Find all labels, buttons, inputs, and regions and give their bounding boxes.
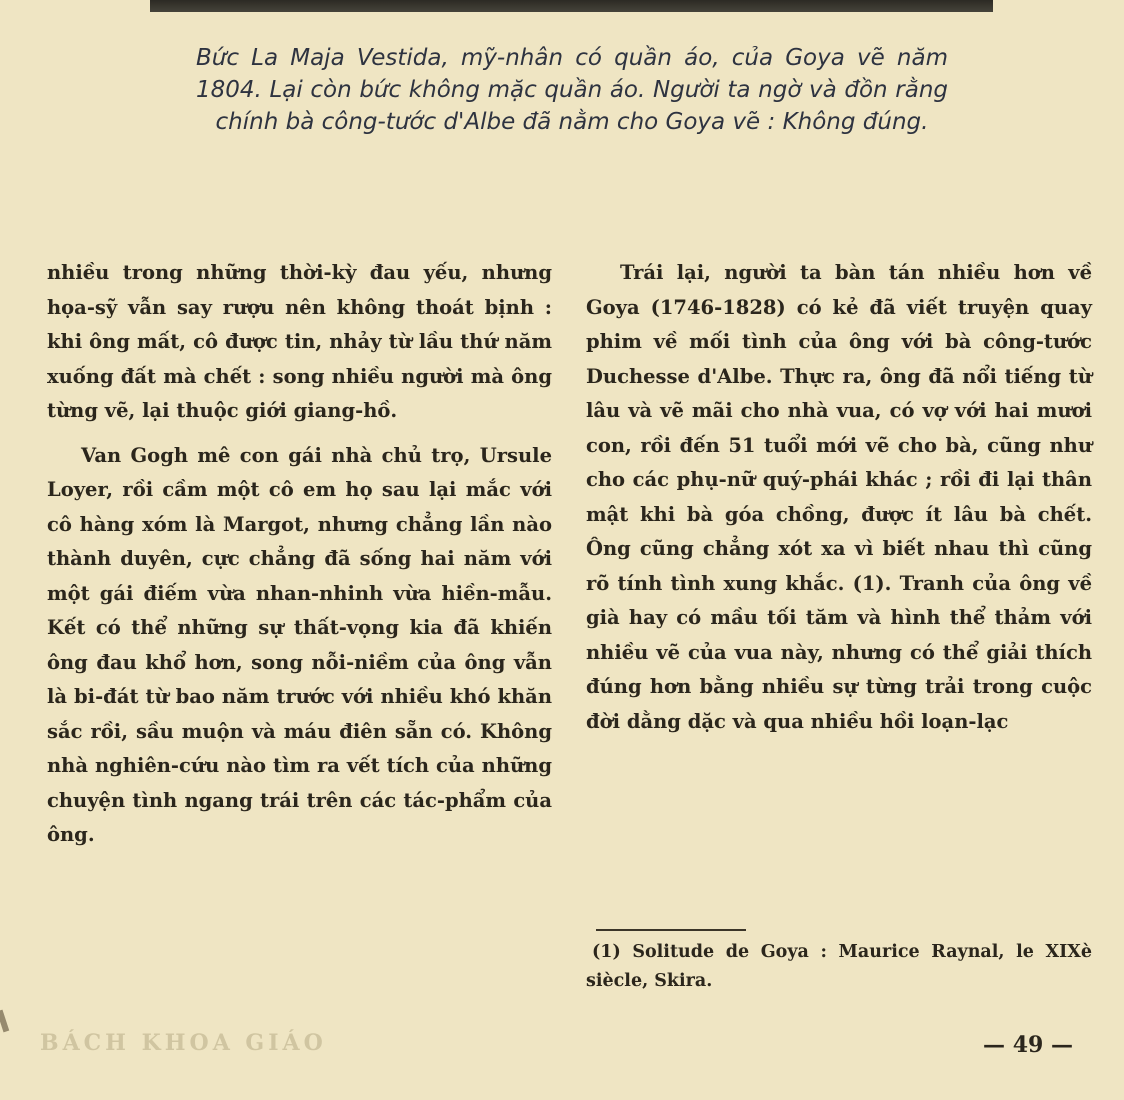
left-paragraph-2: Van Gogh mê con gái nhà chủ trọ, Ursule Loyer, rồi cầm một cô em họ sau lại mắc với cô hàng xóm là Margot, nhưng chẳng lần nào thành duyên, cực chẳng đã sống hai năm với một gái điếm vừa nhan-nhinh vừa hiền-mẫu. Kết có thể những sự thất-vọng kia đã khiến ông đau khổ hơn, song nỗi-niềm của ông vẫn là bi-đát từ bao năm trước với nhiều khó khăn sắc rồi, sầu muộn và máu điên sẵn có. Không nhà nghiên-cứu nào tìm ra vết tích của những chuyện tình ngang trái trên các tác-phẩm của ông. [47,443,552,846]
article-left-column [47,256,552,853]
margin-mark [0,1010,9,1033]
footnote [586,938,1092,996]
footnote-divider [596,929,746,931]
article-right-column [586,256,1092,739]
right-paragraph-1: Trái lại, người ta bàn tán nhiều hơn về Goya (1746-1828) có kẻ đã viết truyện quay phim về mối tình của ông với bà công-tước Duchesse d'Albe. Thực ra, ông đã nổi tiếng từ lâu và vẽ mãi cho nhà vua, có vợ với hai mươi con, rồi đến 51 tuổi mới vẽ cho bà, cũng như cho các phụ-nữ quý-phái khác ; rồi đi lại thân mật khi bà góa chồng, được ít lâu bà chết. Ông cũng chẳng xót xa vì biết nhau thì cũng rõ tính tình xung khắc. (1). Tranh của ông về già hay có mầu tối tăm và hình thể thảm với nhiều vẽ của vua này, nhưng có thể giải thích đúng hơn bằng nhiều sự từng trải trong cuộc đời dằng dặc và qua nhiều hồi loạn-lạc [586,261,1092,733]
photo-bottom-edge [150,0,993,12]
footnote-text: (1) Solitude de Goya : Maurice Raynal, le XIXè siècle, Skira. [586,942,1092,991]
left-paragraph-1: nhiều trong những thời-kỳ đau yếu, nhưng họa-sỹ vẫn say rượu nên không thoát bịnh : khi ông mất, cô được tin, nhảy từ lầu thứ năm xuống đất mà chết : song nhiều người mà ông từng vẽ, lại thuộc giới giang-hồ. [47,261,552,422]
running-head: BÁCH KHOA GIÁO [40,1030,327,1056]
photo-caption: Bức La Maja Vestida, mỹ-nhân có quần áo, của Goya vẽ năm 1804. Lại còn bức không mặc quần áo. Người ta ngờ và đồn rằng chính bà công-tước d'Albe đã nằm cho Goya vẽ : Không đúng. [196,45,948,135]
page-number: — 49 — [983,1032,1073,1058]
